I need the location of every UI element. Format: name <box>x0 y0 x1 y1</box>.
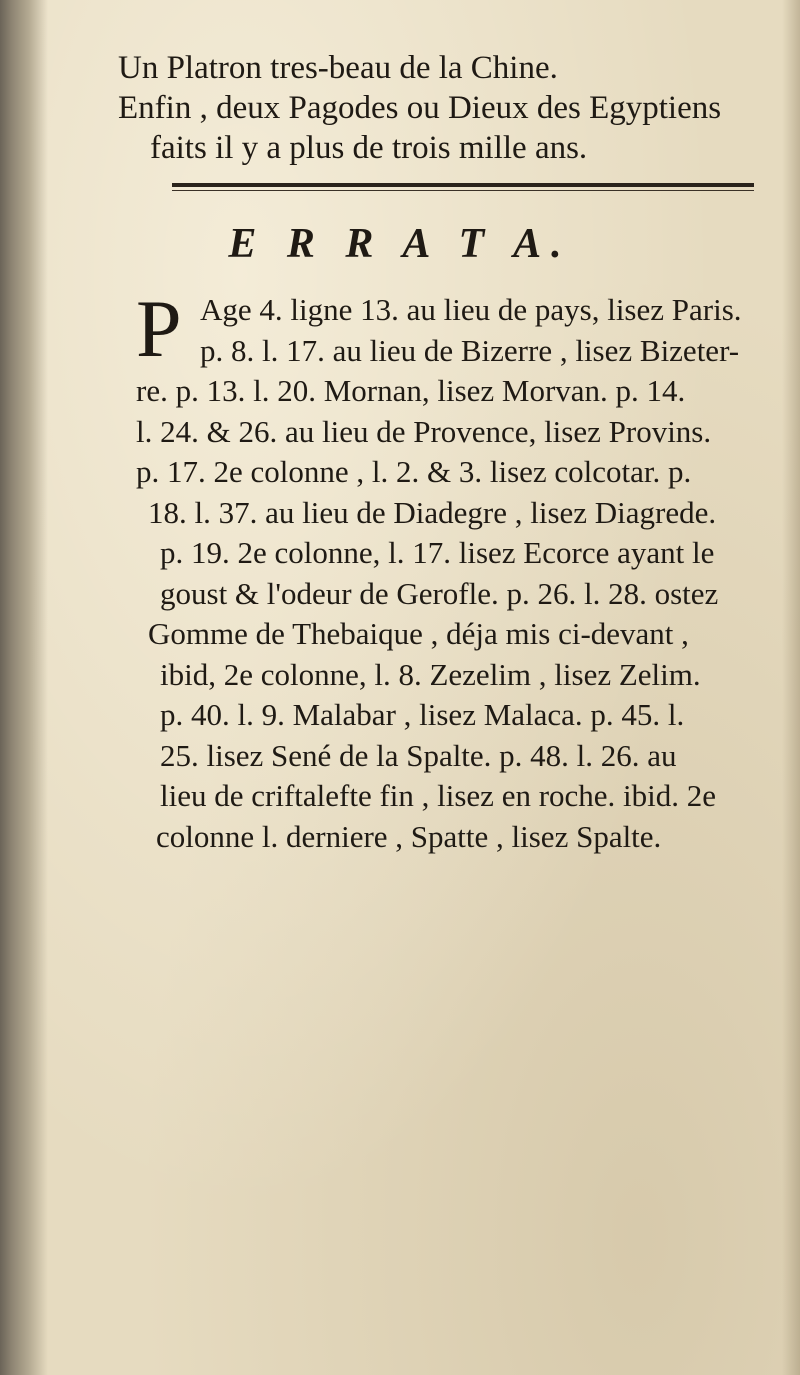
errata-line: goust & l'odeur de Gerofle. p. 26. l. 28. ostez <box>160 575 719 611</box>
errata-line: 18. l. 37. au lieu de Diadegre , lisez Diagrede. <box>148 494 717 530</box>
text-line: Un Platron tres-beau de la Chine. <box>118 50 558 86</box>
errata-line: p. 17. 2e colonne , l. 2. & 3. lisez colcotar. p. <box>136 454 692 489</box>
section-rule <box>172 183 754 187</box>
errata-line: re. p. 13. l. 20. Mornan, lisez Morvan. p. 14. <box>136 373 686 408</box>
errata-line: p. 40. l. 9. Malabar , lisez Malaca. p. 45. l. <box>160 697 685 732</box>
errata-line: p. 19. 2e colonne, l. 17. lisez Ecorce ayant le <box>160 535 715 570</box>
text-line: faits il y a plus de trois mille ans. <box>150 130 588 166</box>
errata-list <box>136 283 796 857</box>
text-line: Enfin , deux Pagodes ou Dieux des Egyptiens <box>118 90 722 126</box>
errata-line: Gomme de Thebaique , déja mis ci-devant , <box>148 616 689 651</box>
errata-line: l. 24. & 26. au lieu de Provence, lisez Provins. <box>136 413 712 449</box>
drop-cap: P <box>136 283 182 374</box>
errata-line: p. 8. l. 17. au lieu de Bizerre , lisez Bizeter- <box>200 332 740 368</box>
errata-line: lieu de criftalefte fin , lisez en roche. ibid. 2e <box>160 778 717 813</box>
inventory-end-text <box>118 48 778 168</box>
section-rule-thin <box>172 190 754 191</box>
errata-title: E R R A T A. <box>228 221 572 267</box>
errata-line: colonne l. derniere , Spatte , lisez Spalte. <box>156 818 662 854</box>
errata-line: 25. lisez Sené de la Spalte. p. 48. l. 26. au <box>160 737 677 773</box>
binding-shadow <box>0 0 48 1375</box>
errata-line: ibid, 2e colonne, l. 8. Zezelim , lisez Zelim. <box>160 656 701 692</box>
errata-line: Age 4. ligne 13. au lieu de pays, lisez Paris. <box>200 292 742 327</box>
